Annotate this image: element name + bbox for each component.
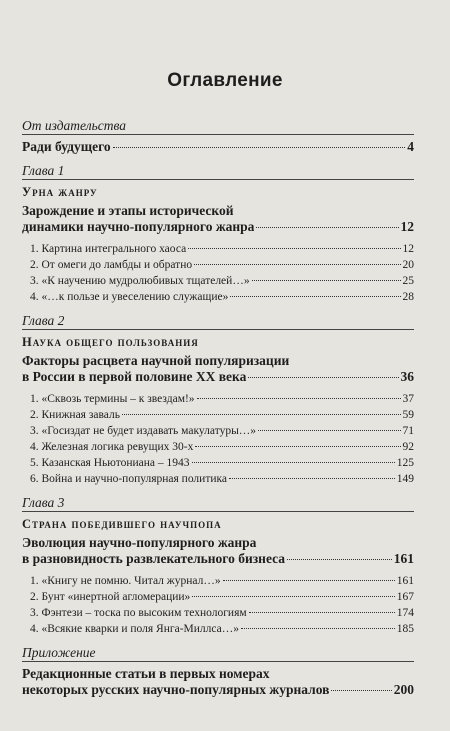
- sub-entries: [22, 391, 414, 487]
- toc-part: [22, 495, 414, 637]
- entry-title: 3. «К научению мудролюбивых тщателей…»: [30, 275, 250, 287]
- page-number: 149: [396, 473, 414, 485]
- main-entry[interactable]: [22, 666, 414, 698]
- toc-entry[interactable]: [22, 407, 414, 423]
- entry-title: 4. Железная логика ревущих 30-х: [30, 441, 194, 453]
- main-entry-title: динамики научно-популярного жанра: [22, 219, 255, 234]
- dot-leader: [188, 248, 400, 249]
- entry-title: 3. Фэнтези – тоска по высоким технологиям: [30, 607, 247, 619]
- toc-entry[interactable]: [22, 605, 414, 621]
- main-entry-title: в разновидность развлекательного бизнеса: [22, 551, 286, 566]
- part-title: Урна жанру: [22, 185, 98, 199]
- toc-entry[interactable]: [22, 589, 414, 605]
- main-entry-line1: Редакционные статьи в первых номерах: [22, 666, 270, 681]
- page-number: 92: [402, 441, 414, 453]
- separator-line: [22, 134, 414, 135]
- sub-entries: [22, 573, 414, 637]
- toc-entry[interactable]: [22, 273, 414, 289]
- dot-leader: [249, 612, 395, 613]
- main-entry[interactable]: [22, 535, 414, 567]
- entry-title: 2. Бунт «инертной агломерации»: [30, 591, 191, 603]
- toc-entry[interactable]: [22, 455, 414, 471]
- entry-title: 4. «…к пользе и увеселению служащие»: [30, 291, 229, 303]
- entry-title: 5. Казанская Ньютониана – 1943: [30, 457, 190, 469]
- dot-leader: [241, 628, 395, 629]
- dot-leader: [331, 690, 391, 691]
- toc-entry[interactable]: [22, 471, 414, 487]
- entry-title: 3. «Госиздат не будет издавать макулатуры…»: [30, 425, 257, 437]
- page-number: 37: [402, 393, 414, 405]
- page-number: 185: [396, 623, 414, 635]
- part-label: Глава 3: [22, 495, 65, 510]
- dot-leader: [192, 462, 395, 463]
- main-entry-line1: Факторы расцвета научной популяризации: [22, 353, 290, 368]
- page-number: 161: [396, 575, 414, 587]
- toc-entry[interactable]: [22, 573, 414, 589]
- entry-title: 6. Война и научно-популярная политика: [30, 473, 228, 485]
- page-title: Оглавление: [167, 70, 283, 91]
- page-number: 200: [393, 682, 414, 697]
- toc-part: [22, 118, 414, 155]
- page-number: 12: [402, 243, 414, 255]
- dot-leader: [287, 559, 392, 560]
- entry-title: 2. Книжная заваль: [30, 409, 120, 421]
- part-label: Глава 1: [22, 163, 65, 178]
- page-number: 4: [407, 139, 414, 154]
- page-number: 174: [396, 607, 414, 619]
- entry-title: 2. От омеги до ламбды и обратно: [30, 259, 193, 271]
- entry-title: 1. «Книгу не помню. Читал журнал…»: [30, 575, 221, 587]
- page-number: 59: [402, 409, 414, 421]
- part-label: Приложение: [22, 645, 96, 660]
- main-entry[interactable]: [22, 203, 414, 235]
- dot-leader: [192, 596, 394, 597]
- toc-part: [22, 645, 414, 698]
- page-number: 36: [400, 369, 414, 384]
- toc-entry[interactable]: [22, 621, 414, 637]
- entry-title: 1. Картина интегрального хаоса: [30, 243, 187, 255]
- separator-line: [22, 511, 414, 512]
- page-number: 28: [402, 291, 414, 303]
- table-of-contents: [22, 118, 414, 706]
- dot-leader: [194, 264, 400, 265]
- entry-title: 4. «Всякие кварки и поля Янга-Миллса…»: [30, 623, 239, 635]
- main-entry-line1: Зарождение и этапы исторической: [22, 203, 234, 218]
- dot-leader: [122, 414, 401, 415]
- main-entry-title: некоторых русских научно-популярных журналов: [22, 682, 330, 697]
- separator-line: [22, 329, 414, 330]
- page-number: 161: [393, 551, 414, 566]
- part-label: От издательства: [22, 118, 126, 133]
- dot-leader: [197, 398, 401, 399]
- toc-entry[interactable]: [22, 423, 414, 439]
- page-number: 71: [402, 425, 414, 437]
- page-number: 25: [402, 275, 414, 287]
- dot-leader: [252, 280, 401, 281]
- sub-entries: [22, 241, 414, 305]
- main-entry-title: в России в первой половине XX века: [22, 369, 247, 384]
- part-title: Наука общего пользования: [22, 335, 199, 349]
- separator-line: [22, 661, 414, 662]
- toc-part: [22, 163, 414, 305]
- page-number: 167: [396, 591, 414, 603]
- dot-leader: [195, 446, 400, 447]
- toc-entry[interactable]: [22, 289, 414, 305]
- page-number: 125: [396, 457, 414, 469]
- page-number: 20: [402, 259, 414, 271]
- dot-leader: [230, 296, 400, 297]
- dot-leader: [113, 147, 406, 148]
- dot-leader: [229, 478, 395, 479]
- main-entry[interactable]: [22, 353, 414, 385]
- page-number: 12: [400, 219, 414, 234]
- main-entry[interactable]: [22, 139, 414, 155]
- part-title: Страна победившего научпопа: [22, 517, 222, 531]
- main-entry-title: Ради будущего: [22, 139, 111, 154]
- toc-part: [22, 313, 414, 487]
- dot-leader: [223, 580, 395, 581]
- dot-leader: [258, 430, 400, 431]
- separator-line: [22, 179, 414, 180]
- toc-entry[interactable]: [22, 391, 414, 407]
- main-entry-line1: Эволюция научно-популярного жанра: [22, 535, 257, 550]
- toc-entry[interactable]: [22, 257, 414, 273]
- part-label: Глава 2: [22, 313, 65, 328]
- dot-leader: [248, 377, 398, 378]
- toc-entry[interactable]: [22, 241, 414, 257]
- entry-title: 1. «Сквозь термины – к звездам!»: [30, 393, 195, 405]
- dot-leader: [256, 227, 398, 228]
- toc-entry[interactable]: [22, 439, 414, 455]
